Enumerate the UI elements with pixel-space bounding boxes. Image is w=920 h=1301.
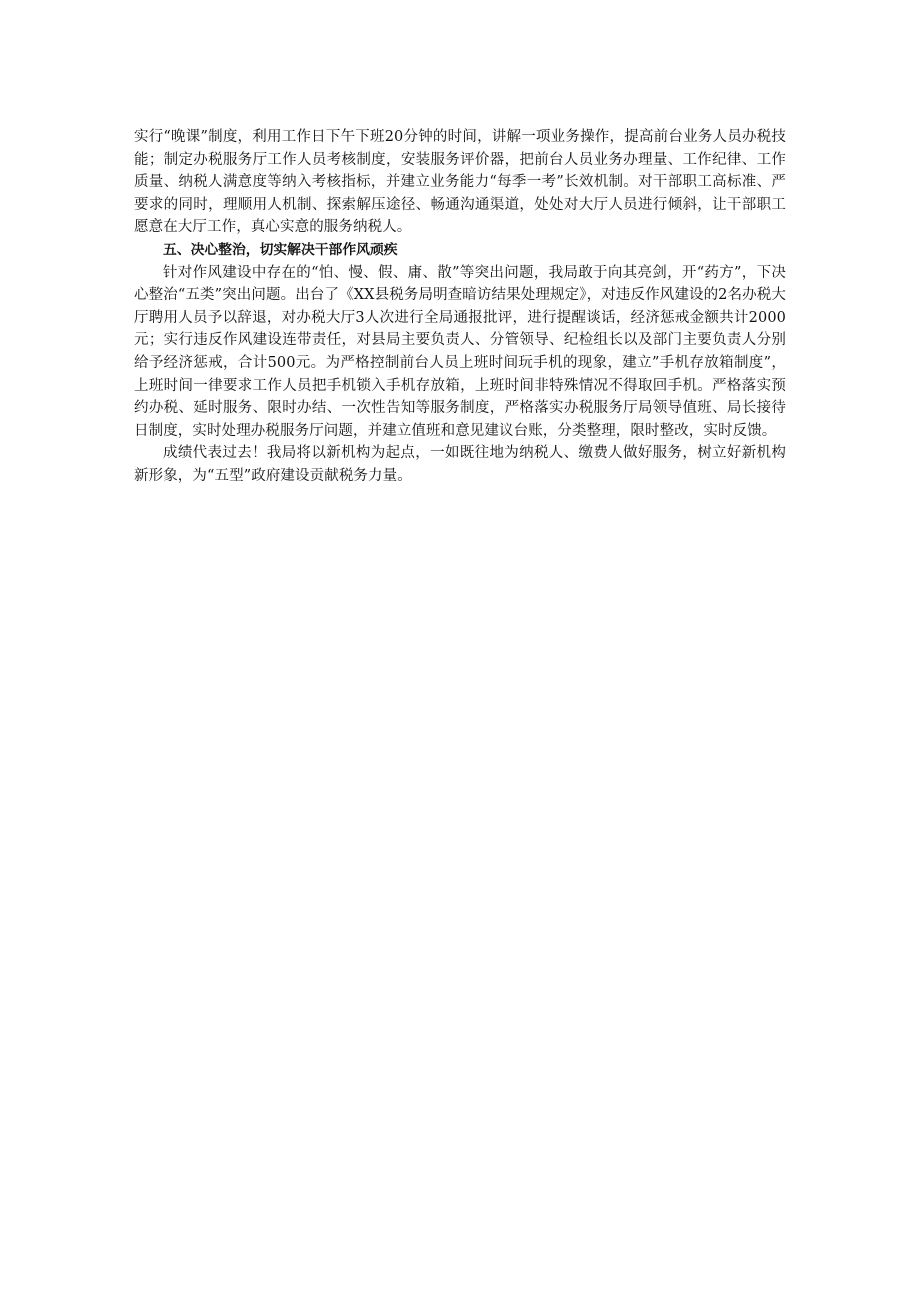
- paragraph-evening-class-system: 实行“晚课”制度，利用工作日下午下班20分钟的时间，讲解一项业务操作，提高前台业务人员办税技能；制定办税服务厅工作人员考核制度，安装服务评价器，把前台人员业务办理量、工作纪律、工作质量、纳税人满意度等纳入考核指标，并建立业务能力“每季一考”长效机制。对干部职工高标准、严要求的同时，理顺用人机制、探索解压途径、畅通沟通渠道，处处对大厅人员进行倾斜，让干部职工愿意在大厅工作，真心实意的服务纳税人。: [134, 129, 786, 236]
- section-heading-5: 五、决心整治，切实解决干部作风顽疾: [163, 241, 398, 258]
- paragraph-conclusion: 成绩代表过去！我局将以新机构为起点，一如既往地为纳税人、缴费人做好服务，树立好新机构新形象，为“五型”政府建设贡献税务力量。: [134, 445, 786, 484]
- paragraph-work-style-rectification: 针对作风建设中存在的“怕、慢、假、庸、散”等突出问题，我局敢于向其亮剑，开“药方”，下决心整治“五类”突出问题。出台了《XX县税务局明查暗访结果处理规定》，对违反作风建设的2名办税大厅聘用人员予以辞退，对办税大厅3人次进行全局通报批评，进行提醒谈话，经济惩戒金额共计2000元；实行违反作风建设连带责任，对县局主要负责人、分管领导、纪检组长以及部门主要负责人分别给予经济惩戒，合计500元。为严格控制前台人员上班时间玩手机的现象，建立”手机存放箱制度”，上班时间一律要求工作人员把手机锁入手机存放箱，上班时间非特殊情况不得取回手机。严格落实预约办税、延时服务、限时办结、一次性告知等服务制度，严格落实办税服务厅局领导值班、局长接待日制度，实时处理办税服务厅问题，并建立值班和意见建议台账，分类整理，限时整改，实时反馈。: [134, 264, 786, 439]
- document-page: [134, 126, 786, 488]
